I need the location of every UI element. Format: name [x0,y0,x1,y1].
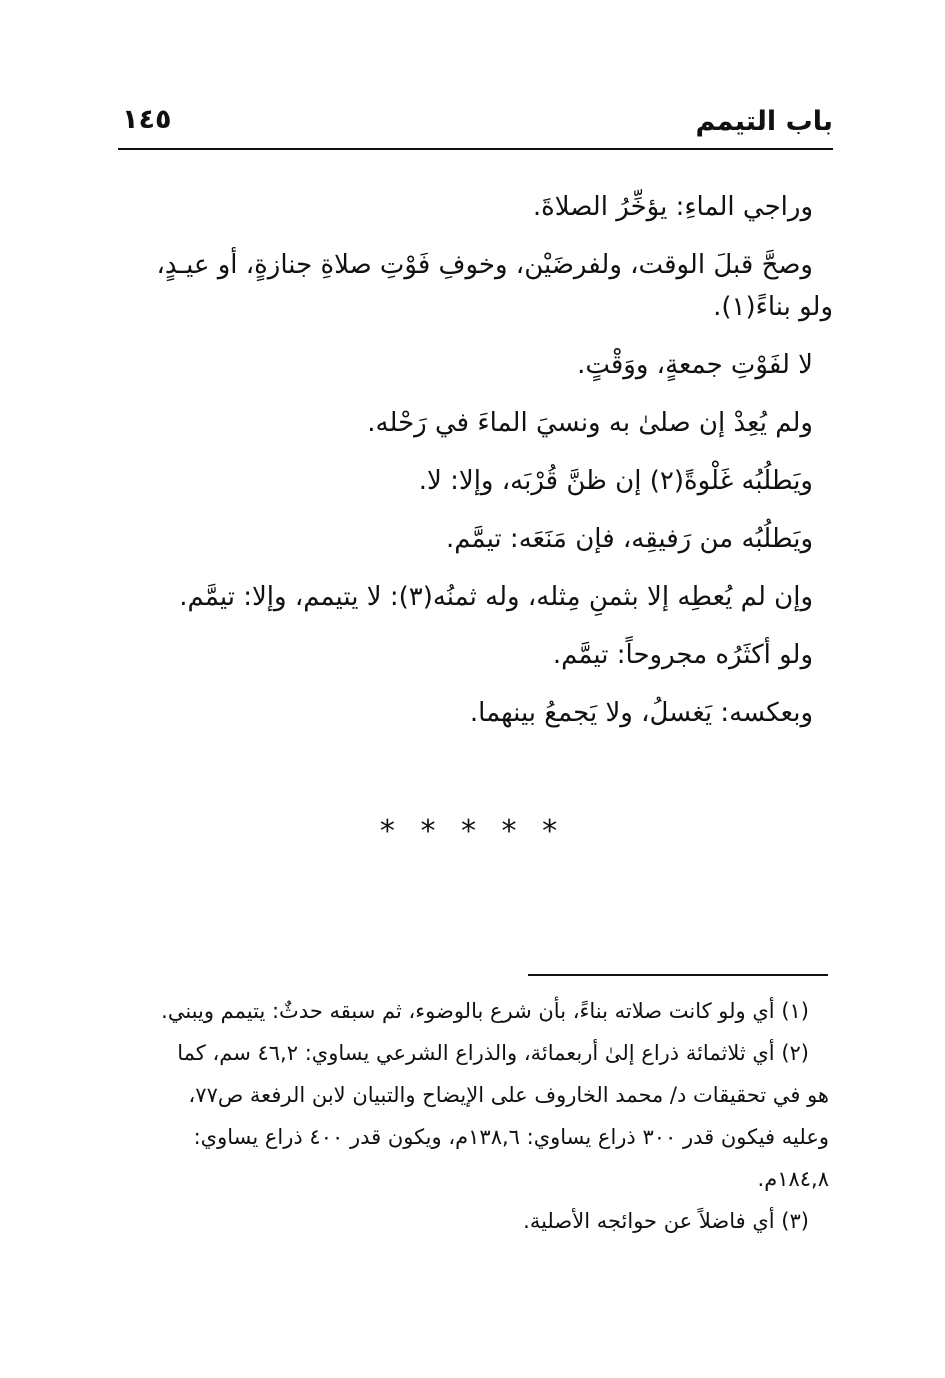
footnote-line: (١) أي ولو كانت صلاته بناءً، بأن شرع بالوضوء، ثم سبقه حدثٌ: يتيمم ويبني. [161,999,809,1023]
text-line: وبعكسه: يَغسلُ، ولا يَجمعُ بينهما. [469,698,813,728]
text-line: ولو أكثَرُه مجروحاً: تيمَّم. [552,640,813,670]
section-separator: * * * * * [379,814,566,849]
text-line: ولم يُعِدْ إن صلىٰ به ونسيَ الماءَ في رَحْله. [367,408,813,438]
text-line: ويَطلُبُه من رَفيقِه، فإن مَنَعَه: تيمَّم. [445,524,813,554]
footnote-line: (٢) أي ثلاثمائة ذراع إلىٰ أربعمائة، والذراع الشرعي يساوي: ٤٦,٢ سم، كما [177,1041,809,1065]
page-number: ١٤٥ [122,104,172,135]
text-line: وصحَّ قبلَ الوقت، ولفرضَيْن، وخوفِ فَوْتِ صلاةِ جنازةٍ، أو عيـدٍ، [156,250,813,280]
text-line: وراجي الماءِ: يؤخِّرُ الصلاةَ. [532,192,813,222]
text-line: لا لفَوْتِ جمعةٍ، ووَقْتٍ. [577,350,813,380]
chapter-title: باب التيمم [695,106,833,137]
footnote-line: وعليه فيكون قدر ٣٠٠ ذراع يساوي: ١٣٨,٦م، ويكون قدر ٤٠٠ ذراع يساوي: [193,1125,829,1149]
footnote-line: هو في تحقيقات د/ محمد الخاروف على الإيضاح والتبيان لابن الرفعة ص٧٧، [188,1083,829,1107]
text-line: ويَطلُبُه غَلْوةً(٢) إن ظنَّ قُرْبَه، وإلا: لا. [418,466,813,496]
text-line: وإن لم يُعطِه إلا بثمنِ مِثله، وله ثمنُه(٣): لا يتيمم، وإلا: تيمَّم. [179,582,813,612]
footnote-divider [528,974,828,976]
main-text [113,178,833,742]
footnote-line: (٣) أي فاضلاً عن حوائجه الأصلية. [523,1209,809,1233]
footnote-line: ١٨٤,٨م. [757,1167,829,1191]
footnotes [117,990,829,1242]
page-header [118,100,833,150]
text-line: ولو بناءً(١). [713,292,833,322]
